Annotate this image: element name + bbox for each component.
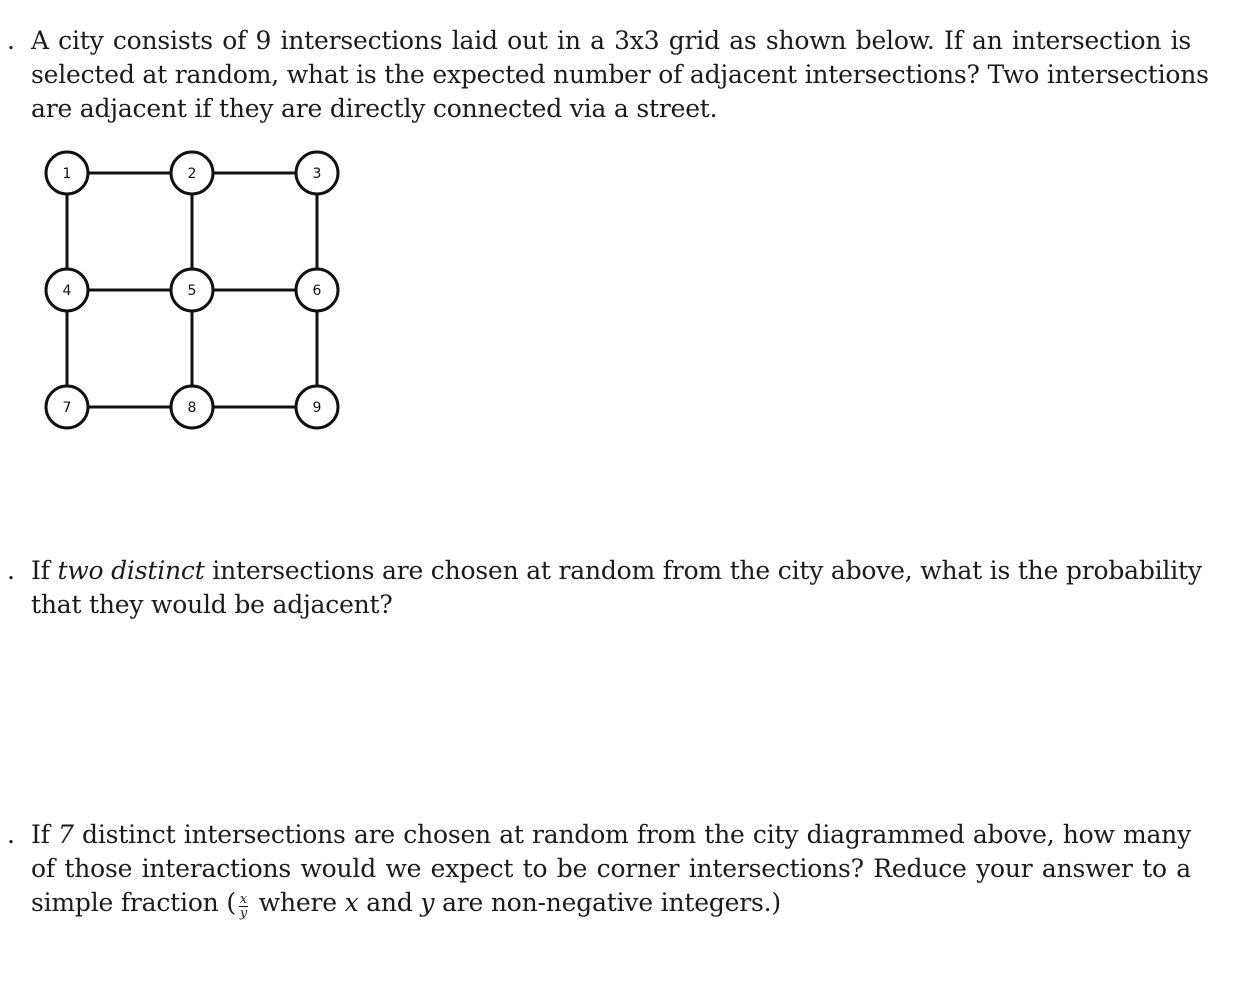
question-3-line-1-post: distinct intersections are chosen at random from the city diagrammed above, how many [73, 820, 1191, 849]
intersection-label: 1 [62, 166, 72, 182]
intersection-node-9 [296, 386, 338, 428]
question-1-line-3: are adjacent if they are directly connected via a street. [31, 94, 718, 123]
question-3-line-3-mid-1: where [251, 888, 345, 917]
intersection-label: 6 [312, 283, 322, 299]
question-1 [7, 24, 1209, 126]
fraction-numerator: x [239, 892, 248, 907]
question-3-line-3-pre: simple fraction ( [31, 888, 236, 917]
question-3-line-3-mid-2: and [358, 888, 421, 917]
question-1-line-1: A city consists of 9 intersections laid out in a 3x3 grid as shown below. If an intersection is [31, 26, 1191, 55]
intersection-node-3 [296, 152, 338, 194]
question-2-line-1-pre: If [31, 556, 58, 585]
intersection-label: 2 [187, 166, 197, 182]
question-3-bullet: . [7, 820, 15, 849]
question-3-line-1 [31, 818, 1191, 852]
intersection-grid-diagram [36, 148, 356, 438]
question-3-line-3-post: are non-negative integers.) [434, 888, 781, 917]
intersection-label: 5 [187, 283, 197, 299]
question-2-line-1-post: intersections are chosen at random from the city above, what is the probability [204, 556, 1202, 585]
intersection-label: 8 [187, 400, 197, 416]
intersection-node-7 [46, 386, 88, 428]
variable-y: y [420, 888, 435, 917]
question-1-bullet: . [7, 26, 15, 55]
fraction-x-over-y [239, 893, 248, 920]
intersection-label: 4 [62, 283, 72, 299]
intersection-node-5 [171, 269, 213, 311]
question-2-line-1 [31, 554, 1202, 588]
intersection-node-8 [171, 386, 213, 428]
intersection-node-6 [296, 269, 338, 311]
intersection-node-2 [171, 152, 213, 194]
question-2-line-2: that they would be adjacent? [31, 590, 393, 619]
fraction-denominator: y [239, 906, 248, 921]
question-2-bullet: . [7, 556, 15, 585]
question-3-emphasis: 7 [58, 820, 74, 849]
question-3 [7, 818, 1191, 921]
intersection-label: 7 [62, 400, 72, 416]
intersection-label: 9 [312, 400, 322, 416]
intersection-label: 3 [312, 166, 322, 182]
question-2 [7, 554, 1202, 622]
question-3-line-1-pre: If [31, 820, 59, 849]
variable-x: x [344, 888, 359, 917]
intersection-node-1 [46, 152, 88, 194]
intersection-node-4 [46, 269, 88, 311]
question-1-line-2: selected at random, what is the expected number of adjacent intersections? Two intersections [31, 60, 1209, 89]
question-3-line-2: of those interactions would we expect to be corner intersections? Reduce your answer to a [31, 854, 1191, 883]
question-2-emphasis: two distinct [57, 556, 205, 585]
question-3-line-3 [31, 886, 1191, 920]
